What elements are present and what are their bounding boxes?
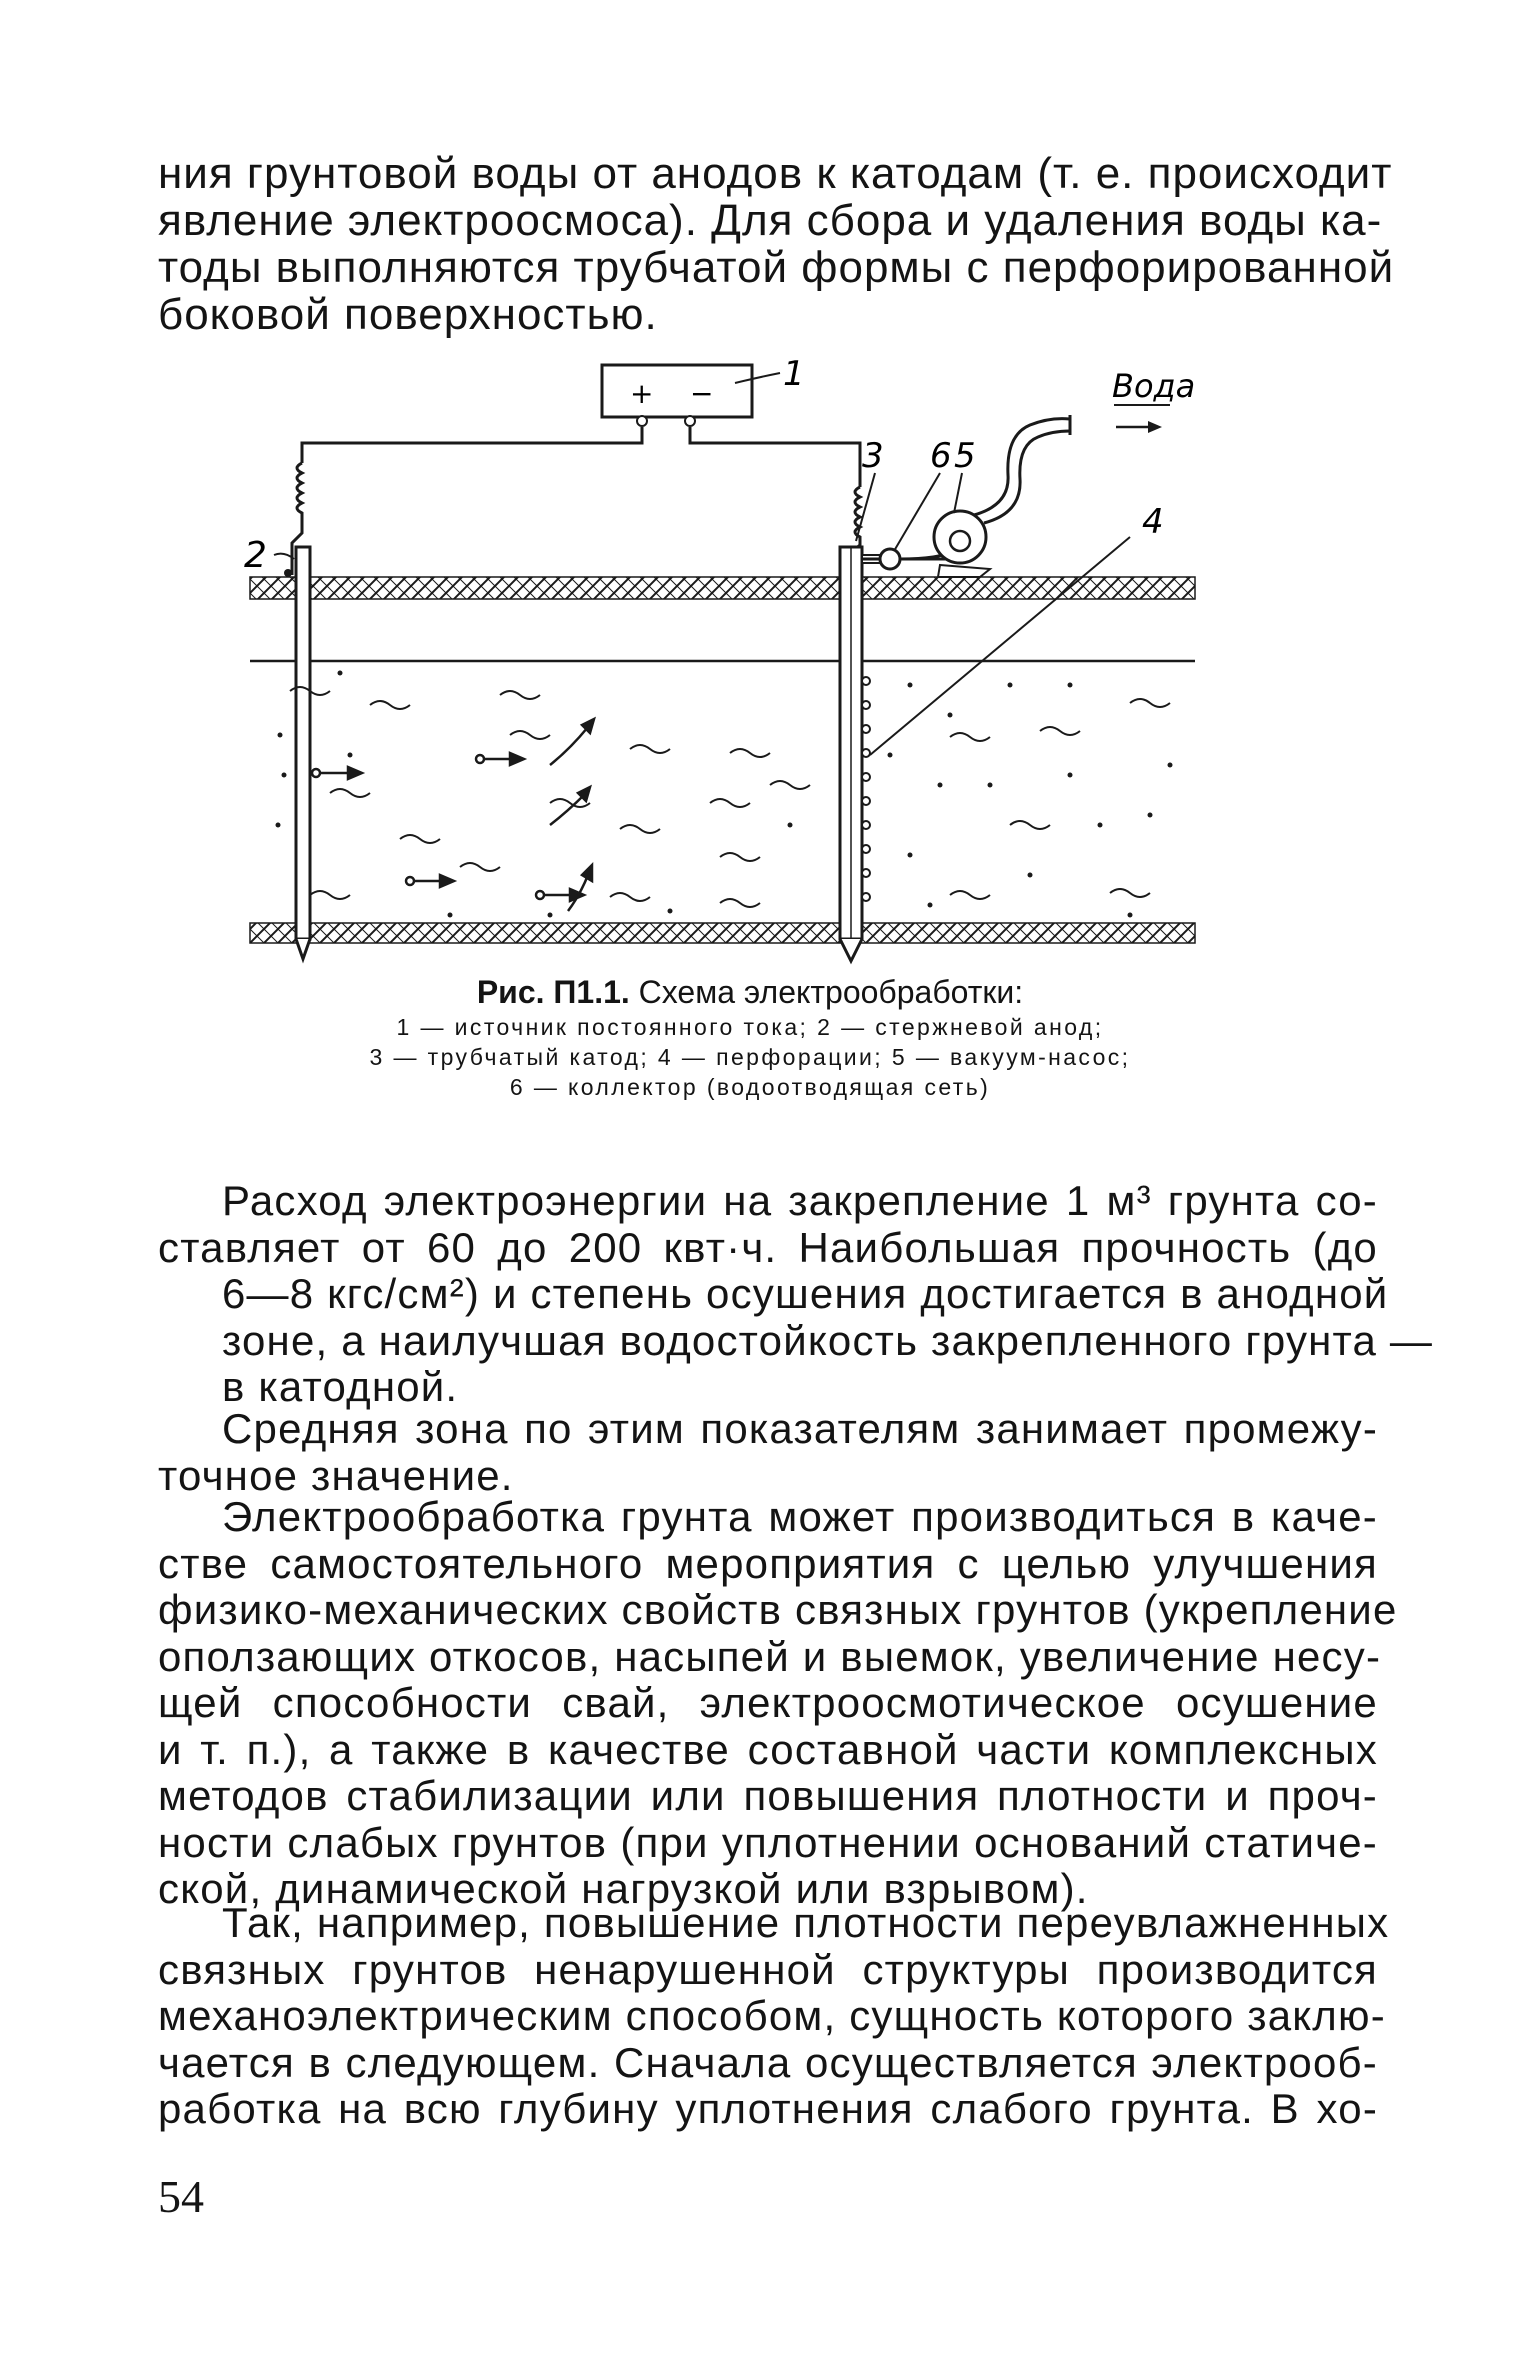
text-line: механоэлектрическим способом, сущность которого заклю- (158, 1992, 1386, 2039)
text-line: чается в следующем. Сначала осуществляется электрооб- (158, 2038, 1378, 2086)
caption-prefix: Рис. П1.1. (476, 974, 630, 1010)
electrotreatment-diagram (244, 354, 1210, 975)
dc-source (602, 365, 752, 426)
label-6: 6 (930, 436, 952, 476)
label-3: 3 (862, 436, 884, 476)
paragraph-electrotreatment (158, 1493, 1398, 1913)
plus-sign: + (630, 377, 654, 410)
text-line: в катодной. (222, 1363, 459, 1410)
text-line: оползающих откосов, насыпей и выемок, увеличение несу- (158, 1632, 1382, 1680)
text-line: точное значение. (158, 1451, 514, 1499)
page-number: 54 (158, 2171, 204, 2222)
paragraph-middle-zone (158, 1406, 1378, 1499)
label-4: 4 (1142, 502, 1164, 542)
caption-legend-1: 1 — источник постоянного тока; 2 — стержневой анод; (396, 1014, 1104, 1040)
soil-texture (290, 687, 1170, 907)
minus-sign: − (690, 377, 714, 410)
text-line: щей способности свай, электроосмотическое осушение (158, 1679, 1378, 1726)
label-2: 2 (244, 535, 267, 576)
label-water: Вода (1112, 367, 1196, 405)
text-line: стве самостоятельного мероприятия с целью улучшения (158, 1539, 1378, 1587)
text-line: Средняя зона по этим показателям занимает промежу- (222, 1405, 1378, 1452)
text-line: работка на всю глубину уплотнения слабого грунта. В хо- (158, 2085, 1378, 2132)
text-line: ности слабых грунтов (при уплотнении оснований статиче- (158, 1818, 1378, 1866)
top-paragraph (158, 149, 1395, 339)
text-line: методов стабилизации или повышения плотности и проч- (158, 1772, 1378, 1819)
flow-arrows (312, 719, 594, 911)
text-line: ния грунтовой воды от анодов к катодам (т. е. происходит (158, 149, 1393, 198)
text-line: связных грунтов ненарушенной структуры производится (158, 1945, 1378, 1993)
caption-legend-3: 6 — коллектор (водоотводящая сеть) (509, 1074, 991, 1100)
text-line: физико-механических свойств связных грунтов (укрепление (158, 1586, 1398, 1633)
text-line: боковой поверхностью. (158, 290, 658, 339)
figure-caption (320, 972, 1180, 1102)
text-line: Электрообработка грунта может производиться в каче- (222, 1493, 1378, 1540)
text-line: Так, например, повышение плотности переувлажненных (222, 1899, 1390, 1946)
text-line: зоне, а наилучшая водостойкость закрепленного грунта — (222, 1316, 1434, 1364)
caption-legend-2: 3 — трубчатый катод; 4 — перфорации; 5 — вакуум-насос; (369, 1044, 1131, 1070)
text-line: 6—8 кгс/см²) и степень осушения достигается в анодной (222, 1270, 1389, 1317)
label-1: 1 (783, 354, 805, 394)
text-line: ской, динамической нагрузкой или взрывом). (158, 1865, 1089, 1912)
text-line: ставляет от 60 до 200 квт·ч. Наибольшая прочность (до (158, 1223, 1378, 1271)
anode-rod (284, 547, 310, 959)
label-5: 5 (954, 436, 976, 476)
paragraph-example (158, 1899, 1390, 2133)
text-line: и т. п.), а также в качестве составной части комплексных (158, 1725, 1378, 1773)
text-line: явление электроосмоса). Для сбора и удаления воды ка- (158, 196, 1383, 245)
paragraph-energy (158, 1177, 1434, 1411)
text-line: Расход электроэнергии на закрепление 1 м³ грунта со- (222, 1177, 1378, 1224)
caption-text: Схема электрообработки: (638, 974, 1024, 1010)
text-line: тоды выполняются трубчатой формы с перфорированной (158, 243, 1395, 292)
caption-title (320, 972, 1180, 1012)
